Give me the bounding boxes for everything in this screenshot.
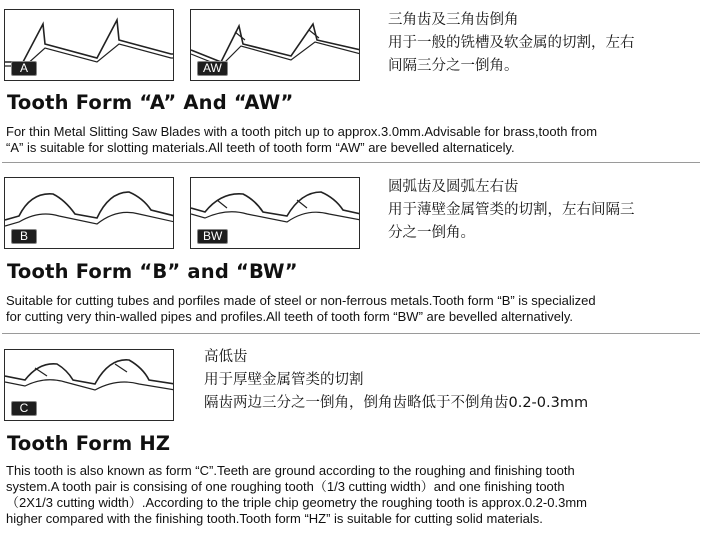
- description-hz-line-3: （2X1/3 cutting width）.According to the triple chip geometry the roughing tooth is approx.0.2-0.3mm: [6, 495, 587, 510]
- heading-tooth-form-a-aw: Tooth Form “A” And “AW”: [7, 91, 294, 114]
- tooth-diagram-b: [4, 177, 174, 249]
- heading-tooth-form-b-bw: Tooth Form “B” and “BW”: [7, 260, 298, 283]
- description-b-line-2: for cutting very thin-walled pipes and profiles.All teeth of tooth form “BW” are bevelled alternatively.: [6, 309, 573, 324]
- description-hz-line-1: This tooth is also known as form “C”.Teeth are ground according to the roughing and finishing tooth: [6, 463, 575, 478]
- chinese-note-b-1: 圆弧齿及圆弧左右齿: [388, 179, 519, 195]
- divider-1: [2, 162, 700, 163]
- chinese-note-c-1: 高低齿: [204, 349, 248, 365]
- chinese-note-a-1: 三角齿及三角齿倒角: [388, 12, 519, 28]
- chinese-note-c-3: 隔齿两边三分之一倒角，倒角齿略低于不倒角齿0.2-0.3mm: [204, 395, 589, 411]
- label-bw: BW: [197, 229, 228, 244]
- chinese-note-a-2: 用于一般的铣槽及软金属的切割，左右: [388, 35, 635, 51]
- description-a-line-1: For thin Metal Slitting Saw Blades with a tooth pitch up to approx.3.0mm.Advisable for brass,tooth from: [6, 124, 598, 139]
- tooth-diagram-aw: [190, 9, 360, 81]
- tooth-diagram-bw: [190, 177, 360, 249]
- description-hz-line-4: higher compared with the finishing tooth.Tooth form “HZ” is suitable for cutting solid materials.: [6, 511, 543, 526]
- chinese-note-b-2: 用于薄壁金属管类的切割，左右间隔三: [388, 202, 635, 218]
- description-hz-line-2: system.A tooth pair is consising of one roughing tooth（1/3 cutting width）and one finishing tooth: [6, 479, 565, 494]
- divider-2: [2, 333, 700, 334]
- description-b-line-1: Suitable for cutting tubes and porfiles made of steel or non-ferrous metals.Tooth form “B” is specialized: [6, 293, 596, 308]
- tooth-diagram-c: [4, 349, 174, 421]
- label-aw: AW: [197, 61, 228, 76]
- chinese-note-b-3: 分之一倒角。: [388, 225, 475, 241]
- tooth-diagram-a: [4, 9, 174, 81]
- heading-tooth-form-hz: Tooth Form HZ: [7, 432, 171, 455]
- chinese-note-a-3: 间隔三分之一倒角。: [388, 58, 519, 74]
- description-a-line-2: “A” is suitable for slotting materials.All teeth of tooth form “AW” are bevelled alternaticely.: [6, 140, 515, 155]
- label-a: A: [11, 61, 37, 76]
- label-c: C: [11, 401, 37, 416]
- chinese-note-c-2: 用于厚壁金属管类的切割: [204, 372, 364, 388]
- label-b: B: [11, 229, 37, 244]
